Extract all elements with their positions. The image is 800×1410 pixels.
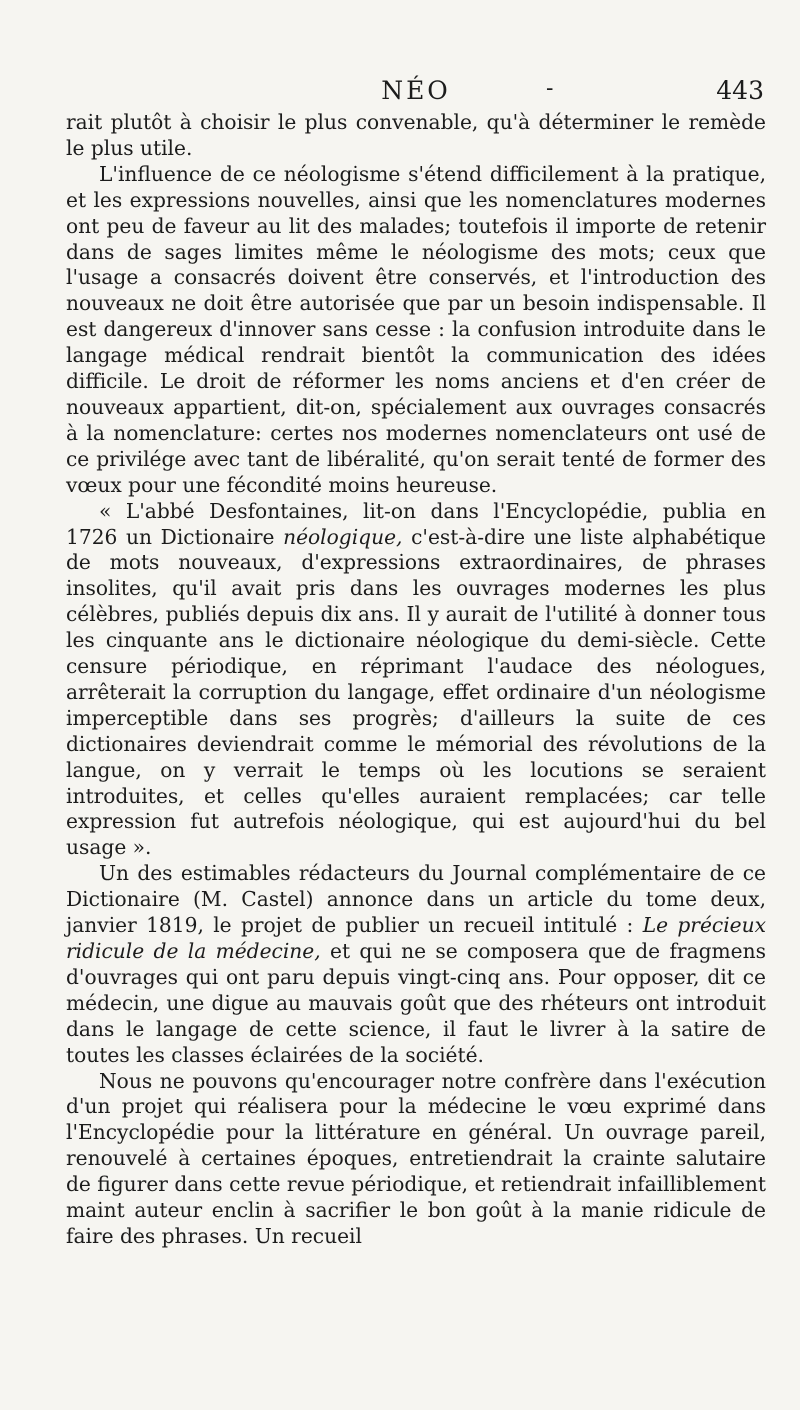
header-dash: - xyxy=(546,76,554,101)
page-header xyxy=(66,76,766,108)
journal-text-start: Un des estimables rédacteurs du Journal complémentaire de ce Dictionaire (M. Castel) annonce dans un article du tome deux, janvier 1819, le projet de publier un recueil intitulé : xyxy=(66,861,766,938)
paragraph-journal-project xyxy=(66,861,766,1068)
body-text xyxy=(66,110,766,1250)
paragraph-encouragement: Nous ne pouvons qu'encourager notre confrère dans l'exécution d'un projet qui réalisera pour la médecine le vœu exprimé dans l'Encyclopédie pour la littérature en général. Un ouvrage pareil, renouvelé à certaines époques, entretiendrait la crainte salutaire de figurer dans cette revue périodique, et retiendrait infailliblement maint auteur enclin à sacrifier le bon goût à la manie ridicule de faire des phrases. Un recueil xyxy=(66,1068,767,1248)
journal-italic-title: Le précieux ridicule de la médecine, xyxy=(66,913,766,963)
paragraph-neologism-influence: L'influence de ce néologisme s'étend difficilement à la pratique, et les expressions nouvelles, ainsi que les nomenclatures modernes ont peu de faveur au lit des malades; toutefois il importe de retenir dans de sages limites même le néologisme des mots; ceux que l'usage a consacrés doivent être conservés, et l'introduction des nouveaux ne doit être autorisée que par un besoin indispensable. Il est dangereux d'innover sans cesse : la confusion introduite dans le langage médical rendrait bientôt la communication des idées difficile. Le droit de réformer les noms anciens et d'en créer de nouveaux appartient, dit-on, spécialement aux ouvrages consacrés à la nomenclature: certes nos modernes nomenclateurs ont usé de ce privilége avec tant de libéralité, qu'on serait tenté de former des vœux pour une fécondité moins heureuse. xyxy=(66,161,766,497)
journal-text-end: et qui ne se composera que de fragmens d'ouvrages qui ont paru depuis vingt-cinq ans. Pour opposer, dit ce médecin, une digue au mauvais goût que des rhéteurs ont introduit dans le langage de cette science, il faut le livrer à la satire de toutes les classes éclairées de la société. xyxy=(66,939,766,1067)
paragraph-continuation: rait plutôt à choisir le plus convenable, qu'à déterminer le remède le plus utile. xyxy=(66,110,766,160)
quote-italic-term: néologique, xyxy=(283,524,403,549)
quote-text-start: « L'abbé Desfontaines, lit-on dans l'Encyclopédie, publia en 1726 un Dictionaire xyxy=(66,498,766,549)
quote-text-end: c'est-à-dire une liste alphabétique de mots nouveaux, d'expressions extraordinaires, de phrases insolites, qu'il avait pris dans les ouvrages modernes les plus célèbres, publiés depuis dix ans. Il y aurait de l'utilité à donner tous les cinquante ans le dictionaire néologique du demi-siècle. Cette censure périodique, en réprimant l'audace des néologues, arrêterait la corruption du langage, effet ordinaire d'un néologisme imperceptible dans ses progrès; d'ailleurs la suite de ces dictionaires deviendrait comme le mémorial des révolutions de la langue, on y verrait le temps où les locutions se seraient introduites, et celles qu'elles auraient remplacées; car telle expression fut autrefois néologique, qui est aujourd'hui du bel usage ». xyxy=(66,524,766,860)
paragraph-encyclopedia-quote xyxy=(66,499,766,862)
page-number: 443 xyxy=(716,76,764,105)
running-head: NÉO xyxy=(381,76,451,105)
